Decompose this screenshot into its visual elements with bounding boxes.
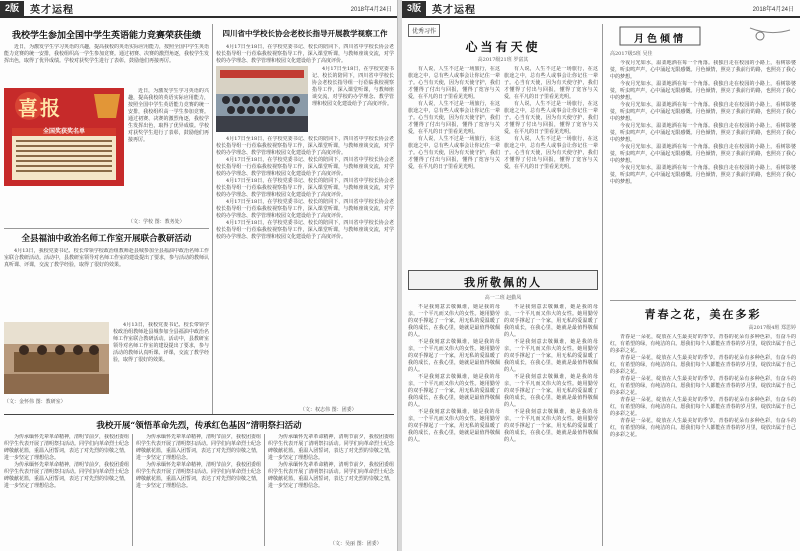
column-divider [602, 24, 603, 546]
divider [4, 414, 394, 415]
divider [610, 300, 796, 301]
article-body: 为传承缅怀先辈革命精神，清明节前夕，我校团委组织学生代表开展了清明祭扫活动。同学们向革命烈士纪念碑敬献花篮，重温入团誓词，表达了对先烈的崇敬之情，进一步坚定了理想信念。 为传承缅怀先辈革命精神，清明节前夕，我校团委组织学生代表开展了清明祭扫活动。同学们向革命烈士纪念碑敬献花篮，重温入团誓词，表达了对先烈的崇敬之情，进一步坚定了理想信念。 [136, 434, 261, 489]
left-page [0, 0, 398, 551]
essay-title: 心当有天使 [465, 40, 541, 54]
edition-tag: 2版 [0, 1, 24, 16]
article-body: 4月17日至18日，在学校党委书记、校长的陪同下，四川省中学校长协会老校长指导组一行莅临我校视察指导工作，深入课堂听课，与教师座谈交流，对学校的办学理念、教学管理和校园文化建设给予了高度评价。 [312, 66, 394, 107]
article-body: 为传承缅怀先辈革命精神，清明节前夕，我校团委组织学生代表开展了清明祭扫活动。同学们向革命烈士纪念碑敬献花篮，重温入团誓词，表达了对先烈的崇敬之情，进一步坚定了理想信念。 为传承缅怀先辈革命精神，清明节前夕，我校团委组织学生代表开展了清明祭扫活动。同学们向革命烈士纪念碑敬献花篮，重温入团誓词，表达了对先烈的崇敬之情，进一步坚定了理想信念。 [4, 434, 129, 489]
column-divider [132, 434, 133, 546]
article-source: （文：金怀伟 图：教研室） [4, 399, 66, 405]
group-photo [216, 66, 308, 132]
essay-byline: 高2017级21班 罗富其 [477, 57, 529, 63]
masthead: 英才运程 [30, 4, 75, 16]
essay-title-banner [408, 270, 598, 290]
essay-title: 我所敬佩的人 [464, 276, 542, 289]
article-source: （文：吴丽 图：团委） [330, 541, 382, 547]
essay-title-art [610, 24, 796, 48]
essay-body: 今夜月光如水，温柔地洒在每一个角落。我独自走在校园的小路上，看树影婆娑，听虫鸣声声，心中涌起无限感慨。月色倾情，照亮了我前行的路，也照亮了我心中的梦想。 今夜月光如水，温柔地洒在每一个角落。我独自走在校园的小路上，看树影婆娑，听虫鸣声声，心中涌起无限感慨。月色倾情，照亮了我前行的路，也照亮了我心中的梦想。 今夜月光如水，温柔地洒在每一个角落。我独自走在校园的小路上，看树影婆娑，听虫鸣声声，心中涌起无限感慨。月色倾情，照亮了我前行的路，也照亮了我心中的梦想。 今夜月光如水，温柔地洒在每一个角落。我独自走在校园的小路上，看树影婆娑，听虫鸣声声，心中涌起无限感慨。月色倾情，照亮了我前行的路，也照亮了我心中的梦想。 今夜月光如水，温柔地洒在每一个角落。我独自走在校园的小路上，看树影婆娑，听虫鸣声声，心中涌起无限感慨。月色倾情，照亮了我前行的路，也照亮了我心中的梦想。 今夜月光如水，温柔地洒在每一个角落。我独自走在校园的小路上，看树影婆娑，听虫鸣声声，心中涌起无限感慨。月色倾情，照亮了我前行的路，也照亮了我心中的梦想。 [610, 60, 796, 185]
article-body: 为传承缅怀先辈革命精神，清明节前夕，我校团委组织学生代表开展了清明祭扫活动。同学们向革命烈士纪念碑敬献花篮，重温入团誓词，表达了对先烈的崇敬之情，进一步坚定了理想信念。 为传承缅怀先辈革命精神，清明节前夕，我校团委组织学生代表开展了清明祭扫活动。同学们向革命烈士纪念碑敬献花篮，重温入团誓词，表达了对先烈的崇敬之情，进一步坚定了理想信念。 [268, 434, 394, 489]
article-body: 4月13日，我校党委书记、校长带领学校政治组教师赴县城参加全县福油中政治名师工作室联合教研活动。活动中，县教研室领导对名师工作室的建设提出了要求，参与活动的教师认真听课、评课，交流了教学经验，取得了很好的效果。 [113, 322, 209, 363]
article-body: 近日，为激发学生学习英语的兴趣，提高我校的英语实际应用能力，按照全国中学生英语能力竞赛的统一安排，我校组织高一学生参加竞赛。通过初赛、决赛的激烈角逐，我校学生发挥出色，取得了优异成绩。学校对获奖学生进行了表彰，鼓励他们再接再厉。 [4, 44, 209, 64]
seminar-photo [4, 322, 109, 394]
left-page-header [0, 0, 398, 18]
article-body: 近日，为激发学生学习英语的兴趣，提高我校的英语实际应用能力，按照全国中学生英语能力竞赛的统一安排，我校组织高一学生参加竞赛。通过初赛、决赛的激烈角逐，我校学生发挥出色，取得了优异成绩。学校对获奖学生进行了表彰，鼓励他们再接再厉。 [128, 88, 209, 143]
group-photo-graphic [216, 66, 308, 132]
column-tag: 优秀习作 [408, 24, 440, 37]
article-title: 全县福油中政治名师工作室开展联合教研活动 [21, 234, 192, 244]
issue-date: 2018年4月24日 [752, 6, 794, 13]
article-body: 4月17日至18日，在学校党委书记、校长的陪同下，四川省中学校长协会老校长指导组一行莅临我校视察指导工作，深入课堂听课，与教师座谈交流，对学校的办学理念、教学管理和校园文化建设给予了高度评价。 4月17日至18日，在学校党委书记、校长的陪同下，四川省中学校长协会老校长指导组一行莅临我校视察指导工作，深入课堂听课，与教师座谈交流，对学校的办学理念、教学管理和校园文化建设给予了高度评价。 4月17日至18日，在学校党委书记、校长的陪同下，四川省中学校长协会老校长指导组一行莅临我校视察指导工作，深入课堂听课，与教师座谈交流，对学校的办学理念、教学管理和校园文化建设给予了高度评价。 4月17日至18日，在学校党委书记、校长的陪同下，四川省中学校长协会老校长指导组一行莅临我校视察指导工作，深入课堂听课，与教师座谈交流，对学校的办学理念、教学管理和校园文化建设给予了高度评价。 4月17日至18日，在学校党委书记、校长的陪同下，四川省中学校长协会老校长指导组一行莅临我校视察指导工作，深入课堂听课，与教师座谈交流，对学校的办学理念、教学管理和校园文化建设给予了高度评价。 [216, 136, 394, 240]
essay-body: 青春是一朵花，绽放在人生最美好的季节。青春的花朵有多种色彩，有奋斗的红，有希望的绿，有纯洁的白。愿我们每个人都能在青春的岁月里，绽放出属于自己的多彩之花。 青春是一朵花，绽放在人生最美好的季节。青春的花朵有多种色彩，有奋斗的红，有希望的绿，有纯洁的白。愿我们每个人都能在青春的岁月里，绽放出属于自己的多彩之花。 青春是一朵花，绽放在人生最美好的季节。青春的花朵有多种色彩，有奋斗的红，有希望的绿，有纯洁的白。愿我们每个人都能在青春的岁月里，绽放出属于自己的多彩之花。 青春是一朵花，绽放在人生最美好的季节。青春的花朵有多种色彩，有奋斗的红，有希望的绿，有纯洁的白。愿我们每个人都能在青春的岁月里，绽放出属于自己的多彩之花。 青春是一朵花，绽放在人生最美好的季节。青春的花朵有多种色彩，有奋斗的红，有希望的绿，有纯洁的白。愿我们每个人都能在青春的岁月里，绽放出属于自己的多彩之花。 [610, 334, 796, 438]
essay-byline: 高2017级5班 吴佳 [610, 51, 653, 57]
article-title: 四川省中学校长协会老校长指导开展教学视察工作 [222, 29, 388, 38]
right-page-header [402, 0, 800, 18]
essay-byline: 高一二班 赵勤凤 [484, 295, 522, 301]
divider [4, 228, 209, 229]
article-source: （文：学校 图：教务处） [128, 219, 185, 225]
essay-title: 月色倾情 [634, 34, 686, 45]
banner-board-title: 全国奖获奖名单 [42, 128, 85, 135]
banner-headline: 喜报 [18, 96, 62, 120]
right-page [402, 0, 800, 551]
article-body: 4月17日至18日，在学校党委书记、校长的陪同下，四川省中学校长协会老校长指导组一行莅临我校视察指导工作，深入课堂听课，与教师座谈交流，对学校的办学理念、教学管理和校园文化建设给予了高度评价。 [216, 44, 394, 64]
essay-body: 不是我刻意去敬佩谁，她是我的母亲，一个平凡而又伟大的女性。她用勤劳的双手撑起了一个家，用无私的爱温暖了我的成长，在我心里，她就是最值得敬佩的人。 不是我刻意去敬佩谁，她是我的母亲，一个平凡而又伟大的女性。她用勤劳的双手撑起了一个家，用无私的爱温暖了我的成长，在我心里，她就是最值得敬佩的人。 不是我刻意去敬佩谁，她是我的母亲，一个平凡而又伟大的女性。她用勤劳的双手撑起了一个家，用无私的爱温暖了我的成长，在我心里，她就是最值得敬佩的人。 不是我刻意去敬佩谁，她是我的母亲，一个平凡而又伟大的女性。她用勤劳的双手撑起了一个家，用无私的爱温暖了我的成长，在我心里，她就是最值得敬佩的人。 [504, 304, 598, 443]
essay-body: 有人说，人生不过是一场旅行，在这旅途之中，总有些人或事会让你记住一辈子。心当有天使，因为有天使守护，我们才懂得了付出与回报，懂得了宽容与关爱，在平凡的日子里看见光明。 有人说，人生不过是一场旅行，在这旅途之中，总有些人或事会让你记住一辈子。心当有天使，因为有天使守护，我们才懂得了付出与回报，懂得了宽容与关爱，在平凡的日子里看见光明。 有人说，人生不过是一场旅行，在这旅途之中，总有些人或事会让你记住一辈子。心当有天使，因为有天使守护，我们才懂得了付出与回报，懂得了宽容与关爱，在平凡的日子里看见光明。 [408, 66, 500, 170]
article-title: 我校学生参加全国中学生英语能力竞赛荣获佳绩 [11, 31, 201, 41]
essay-body: 有人说，人生不过是一场旅行，在这旅途之中，总有些人或事会让你记住一辈子。心当有天使，因为有天使守护，我们才懂得了付出与回报，懂得了宽容与关爱，在平凡的日子里看见光明。 有人说，人生不过是一场旅行，在这旅途之中，总有些人或事会让你记住一辈子。心当有天使，因为有天使守护，我们才懂得了付出与回报，懂得了宽容与关爱，在平凡的日子里看见光明。 有人说，人生不过是一场旅行，在这旅途之中，总有些人或事会让你记住一辈子。心当有天使，因为有天使守护，我们才懂得了付出与回报，懂得了宽容与关爱，在平凡的日子里看见光明。 [504, 66, 598, 170]
article-title: 我校开展“领悟革命先烈，传承红色基因”清明祭扫活动 [96, 421, 302, 431]
masthead: 英才运程 [432, 4, 477, 16]
article-body: 4月13日，我校党委书记、校长带领学校政治组教师赴县城参加全县福油中政治名师工作室联合教研活动。活动中，县教研室领导对名师工作室的建设提出了要求，参与活动的教师认真听课、评课，交流了教学经验，取得了很好的效果。 [4, 248, 209, 268]
essay-body: 不是我刻意去敬佩谁，她是我的母亲，一个平凡而又伟大的女性。她用勤劳的双手撑起了一个家，用无私的爱温暖了我的成长，在我心里，她就是最值得敬佩的人。 不是我刻意去敬佩谁，她是我的母亲，一个平凡而又伟大的女性。她用勤劳的双手撑起了一个家，用无私的爱温暖了我的成长，在我心里，她就是最值得敬佩的人。 不是我刻意去敬佩谁，她是我的母亲，一个平凡而又伟大的女性。她用勤劳的双手撑起了一个家，用无私的爱温暖了我的成长，在我心里，她就是最值得敬佩的人。 不是我刻意去敬佩谁，她是我的母亲，一个平凡而又伟大的女性。她用勤劳的双手撑起了一个家，用无私的爱温暖了我的成长，在我心里，她就是最值得敬佩的人。 [408, 304, 500, 443]
essay-byline: 高2017级4班 郑思婷 [748, 325, 796, 331]
column-divider [212, 24, 213, 414]
column-divider [264, 434, 265, 546]
essay-title: 青春之花，美在多彩 [644, 308, 762, 321]
article-source: （文：权志伟 图：团委） [300, 407, 357, 413]
seminar-photo-graphic [4, 322, 109, 394]
issue-date: 2018年4月24日 [350, 6, 392, 13]
edition-tag: 3版 [402, 1, 426, 16]
award-banner [4, 88, 124, 186]
